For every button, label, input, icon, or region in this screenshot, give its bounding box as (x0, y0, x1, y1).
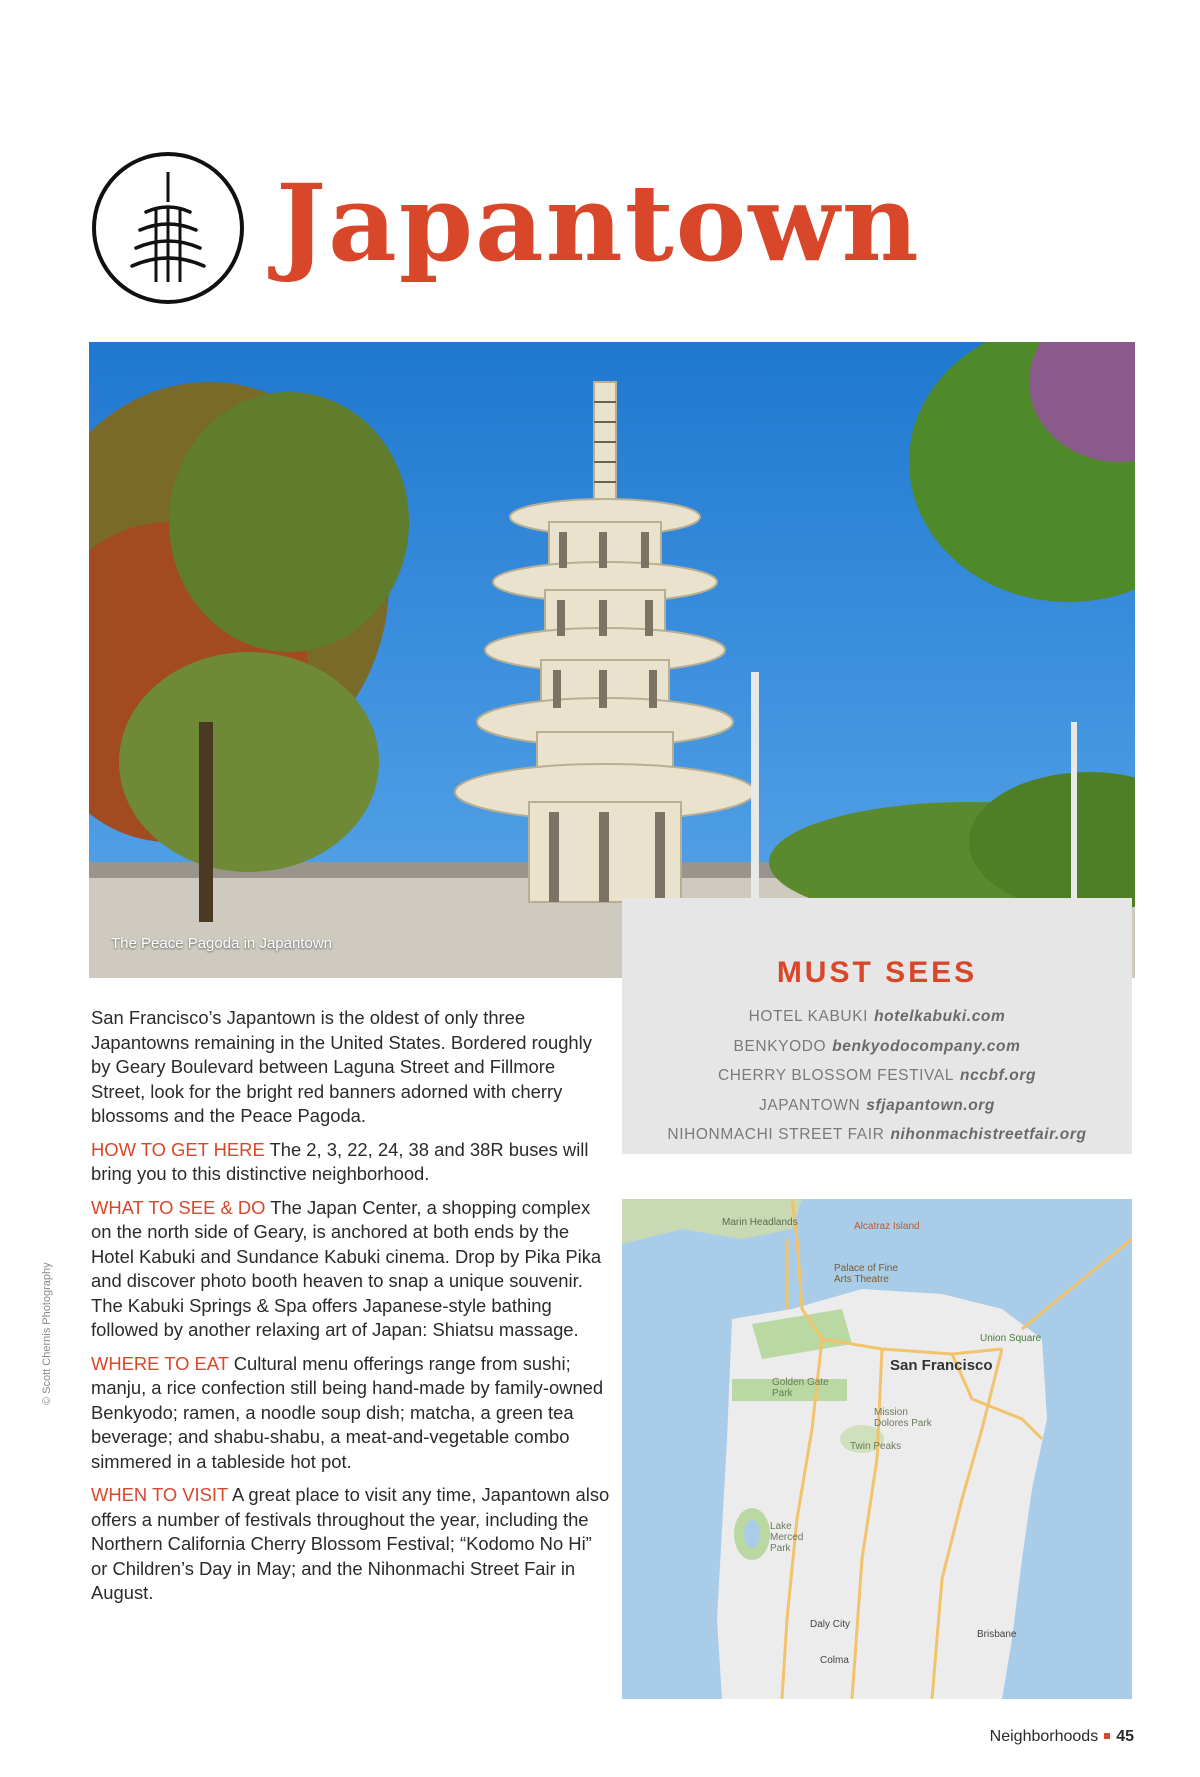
section-heading: WHERE TO EAT (91, 1352, 229, 1374)
must-see-name: JAPANTOWN (759, 1096, 861, 1114)
section-text: Cultural menu offerings range from sushi; manju, a rice confection still being hand-made by family-owned Benkyodo; ramen, a noodle soup dish; matcha, a green tea beverage; and shabu-shabu, a meat-and-vegetable combo simmered in a tableside hot pot. (91, 1352, 604, 1472)
must-see-link[interactable]: benkyodocompany.com (832, 1037, 1021, 1055)
list-item (622, 1120, 1132, 1150)
list-item (622, 1091, 1132, 1121)
photo-caption: The Peace Pagoda in Japantown (111, 935, 332, 952)
must-see-link[interactable]: nccbf.org (960, 1067, 1037, 1084)
list-item (622, 1032, 1132, 1062)
map-label-city: San Francisco (890, 1357, 993, 1374)
map-label-colma: Colma (820, 1655, 849, 1666)
section-when-to-visit (91, 1483, 611, 1606)
footer-section: Neighborhoods (989, 1728, 1099, 1745)
section-text: A great place to visit any time, Japantown also offers a number of festivals throughout the year, including the Northern California Cherry Blossom Festival; “Kodomo No Hi” or Children’s Day in May; and the Nihonmachi Street Fair in August. (91, 1484, 610, 1603)
page-title: Japantown (276, 160, 921, 285)
must-see-link[interactable]: nihonmachistreetfair.org (890, 1126, 1087, 1143)
section-heading: WHAT TO SEE & DO (91, 1196, 266, 1218)
article-body (91, 1006, 611, 1615)
square-bullet-icon (1104, 1733, 1110, 1739)
map-label-lake-merced: Lake Merced Park (770, 1521, 804, 1554)
section-heading: WHEN TO VISIT (91, 1484, 228, 1505)
must-sees-title: MUST SEES (776, 956, 978, 989)
must-see-link[interactable]: sfjapantown.org (866, 1096, 995, 1114)
must-see-name: HOTEL KABUKI (748, 1008, 869, 1025)
must-see-name: CHERRY BLOSSOM FESTIVAL (717, 1067, 954, 1084)
map-label-dolores: Mission Dolores Park (874, 1407, 932, 1429)
section-where-to-eat (91, 1352, 611, 1475)
must-sees-list (622, 1002, 1132, 1150)
section-how-to-get-here (91, 1138, 611, 1187)
map-label-marin: Marin Headlands (722, 1217, 798, 1228)
must-see-name: BENKYODO (733, 1037, 827, 1055)
page-number: 45 (1116, 1728, 1134, 1745)
must-sees-panel (622, 898, 1132, 1154)
photo-credit: © Scott Chernis Photography (41, 1262, 53, 1405)
must-see-name: NIHONMACHI STREET FAIR (667, 1126, 885, 1143)
intro-paragraph: San Francisco’s Japantown is the oldest of only three Japantowns remaining in the United States. Bordered roughly by Geary Boulevard between Laguna Street and Fillmore Street, look for the bright red banners adorned with cherry blossoms and the Peace Pagoda. (91, 1007, 592, 1126)
list-item (622, 1061, 1132, 1091)
section-text: The 2, 3, 22, 24, 38 and 38R buses will bring you to this distinctive neighborhood. (91, 1138, 589, 1184)
map-label-palace: Palace of Fine Arts Theatre (834, 1263, 898, 1285)
must-see-link[interactable]: hotelkabuki.com (874, 1008, 1006, 1025)
neighborhood-map (622, 1199, 1132, 1699)
map-label-daly-city: Daly City (810, 1619, 851, 1630)
section-what-to-see (91, 1196, 611, 1343)
section-text: The Japan Center, a shopping complex on the north side of Geary, is anchored at both ends by the Hotel Kabuki and Sundance Kabuki cinema. Drop by Pika Pika and discover photo booth heaven to snap a unique souvenir. The Kabuki Springs & Spa offers Japanese-style bathing followed by another relaxing art of Japan: Shiatsu massage. (91, 1196, 602, 1340)
map-label-alcatraz: Alcatraz Island (854, 1221, 920, 1232)
map-label-twin-peaks: Twin Peaks (850, 1441, 902, 1452)
map-label-brisbane: Brisbane (977, 1629, 1017, 1640)
list-item (622, 1002, 1132, 1032)
map-label-union-square: Union Square (980, 1333, 1042, 1344)
hero-photo (89, 342, 1135, 978)
map-label-golden-gate-park: Golden Gate Park (772, 1377, 829, 1399)
section-heading: HOW TO GET HERE (91, 1138, 265, 1160)
pagoda-icon (90, 150, 246, 306)
page-footer (990, 1728, 1134, 1746)
